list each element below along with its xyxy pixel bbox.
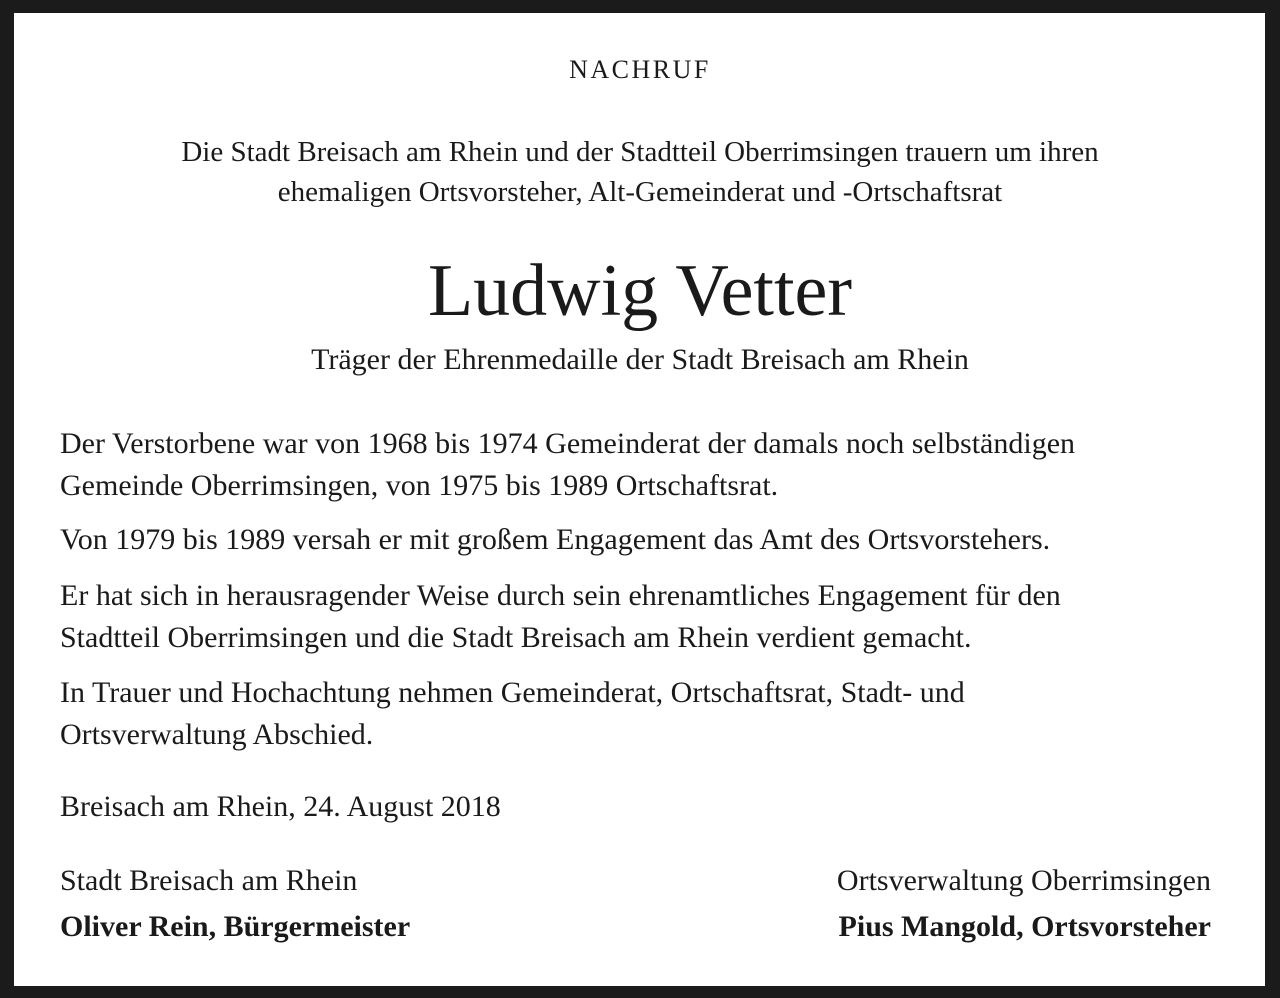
signature-right-person: Pius Mangold, Ortsvorsteher [838, 910, 1211, 943]
deceased-name: Ludwig Vetter [427, 250, 853, 332]
paragraph-line: In Trauer und Hochachtung nehmen Gemeinderat, Ortschaftsrat, Stadt- und [60, 676, 965, 709]
paragraph-line: Er hat sich in herausragender Weise durch sein ehrenamtliches Engagement für den [60, 579, 1061, 612]
paragraph-line: Stadtteil Oberrimsingen und die Stadt Breisach am Rhein verdient gemacht. [60, 621, 972, 654]
paragraph-merits [60, 575, 1061, 659]
paragraph-mayor-office [60, 519, 1050, 561]
notice-heading: NACHRUF [569, 55, 711, 84]
honor-line: Träger der Ehrenmedaille der Stadt Breisach am Rhein [311, 343, 969, 376]
place-and-date: Breisach am Rhein, 24. August 2018 [60, 790, 501, 823]
paragraph-line: Ortsverwaltung Abschied. [60, 718, 374, 751]
paragraph-tenure [60, 423, 1075, 507]
intro-line-2: ehemaligen Ortsvorsteher, Alt-Gemeinderat und -Ortschaftsrat [277, 176, 1003, 208]
paragraph-line: Von 1979 bis 1989 versah er mit großem Engagement das Amt des Ortsvorstehers. [60, 523, 1051, 556]
signature-left-organization: Stadt Breisach am Rhein [60, 864, 358, 897]
paragraph-line: Gemeinde Oberrimsingen, von 1975 bis 1989 Ortschaftsrat. [60, 469, 779, 502]
signature-right-organization: Ortsverwaltung Oberrimsingen [836, 864, 1211, 897]
intro-line-1: Die Stadt Breisach am Rhein und der Stadtteil Oberrimsingen trauern um ihren [181, 136, 1099, 168]
signature-left-person: Oliver Rein, Bürgermeister [60, 910, 411, 943]
paragraph-farewell [60, 672, 965, 756]
paragraph-line: Der Verstorbene war von 1968 bis 1974 Gemeinderat der damals noch selbständigen [60, 427, 1076, 460]
